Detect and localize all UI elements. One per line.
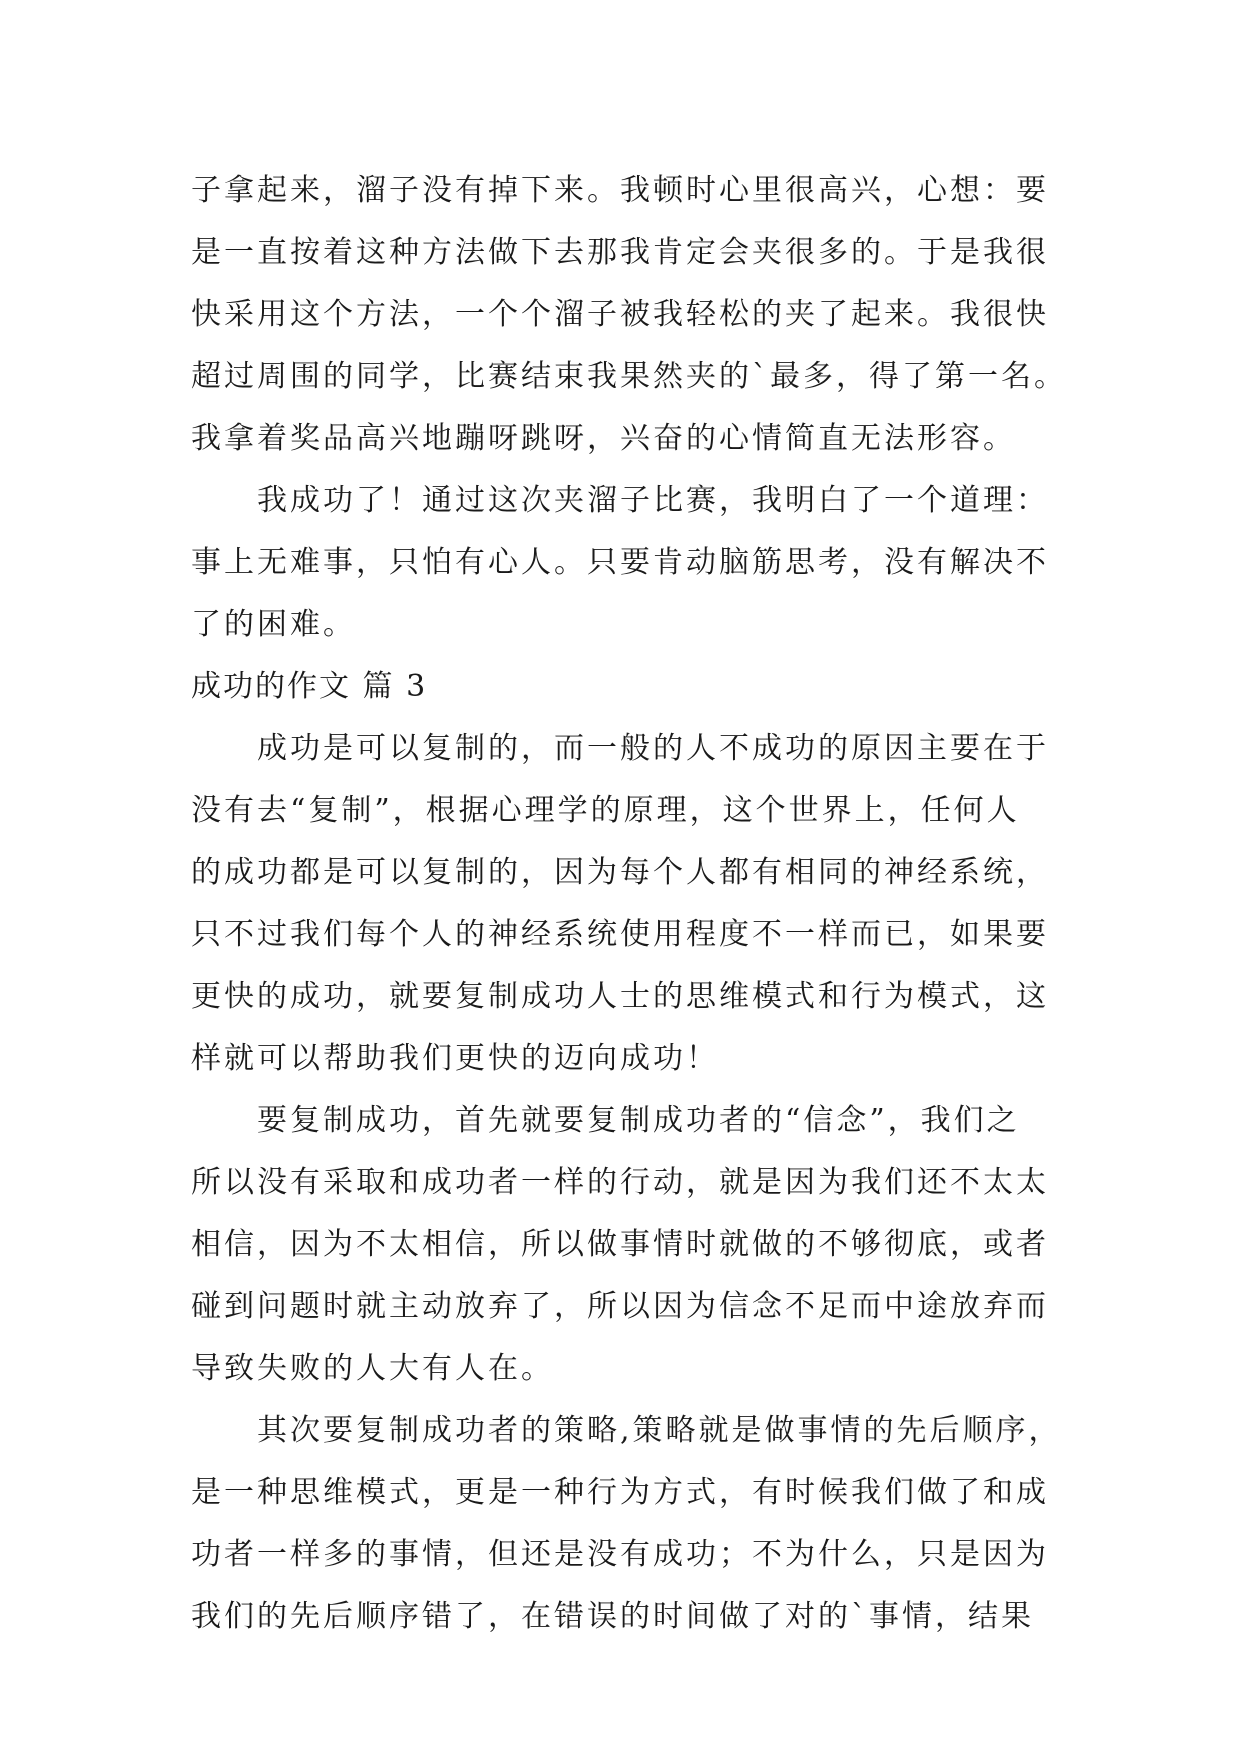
text-line: 样就可以帮助我们更快的迈向成功！ — [191, 1041, 719, 1076]
text-line: 子拿起来，溜子没有掉下来。我顿时心里很高兴，心想：要 — [191, 173, 1049, 208]
text-line: 功者一样多的事情，但还是没有成功；不为什么，只是因为 — [191, 1537, 1049, 1572]
text-line: 事上无难事，只怕有心人。只要肯动脑筋思考，没有解决不 — [191, 545, 1049, 580]
text-line: 快采用这个方法，一个个溜子被我轻松的夹了起来。我很快 — [191, 297, 1049, 332]
paragraph-first-line: 我成功了！通过这次夹溜子比赛，我明白了一个道理： — [257, 483, 1049, 518]
text-line: 我们的先后顺序错了，在错误的时间做了对的`事情，结果 — [191, 1599, 1034, 1634]
text-line: 是一种思维模式，更是一种行为方式，有时候我们做了和成 — [191, 1475, 1049, 1510]
paragraph-first-line: 其次要复制成功者的策略,策略就是做事情的先后顺序， — [257, 1413, 1062, 1448]
text-line: 没有去“复制”，根据心理学的原理，这个世界上，任何人 — [191, 793, 1020, 828]
text-line: 更快的成功，就要复制成功人士的思维模式和行为模式，这 — [191, 979, 1049, 1014]
text-line: 我拿着奖品高兴地蹦呀跳呀，兴奋的心情简直无法形容。 — [191, 421, 1016, 456]
section-heading: 成功的作文 篇 3 — [191, 669, 428, 704]
paragraph-first-line: 成功是可以复制的，而一般的人不成功的原因主要在于 — [257, 731, 1049, 766]
text-line: 导致失败的人大有人在。 — [191, 1351, 554, 1386]
text-line: 相信，因为不太相信，所以做事情时就做的不够彻底，或者 — [191, 1227, 1049, 1262]
text-line: 是一直按着这种方法做下去那我肯定会夹很多的。于是我很 — [191, 235, 1049, 270]
text-line: 碰到问题时就主动放弃了，所以因为信念不足而中途放弃而 — [191, 1289, 1049, 1324]
text-line: 了的困难。 — [191, 607, 356, 642]
text-line: 的成功都是可以复制的，因为每个人都有相同的神经系统， — [191, 855, 1049, 890]
text-line: 超过周围的同学，比赛结束我果然夹的`最多，得了第一名。 — [191, 359, 1067, 394]
text-line: 所以没有采取和成功者一样的行动，就是因为我们还不太太 — [191, 1165, 1049, 1200]
document-body — [191, 160, 1067, 1648]
paragraph-first-line: 要复制成功，首先就要复制成功者的“信念”，我们之 — [257, 1103, 1020, 1138]
text-line: 只不过我们每个人的神经系统使用程度不一样而已，如果要 — [191, 917, 1049, 952]
